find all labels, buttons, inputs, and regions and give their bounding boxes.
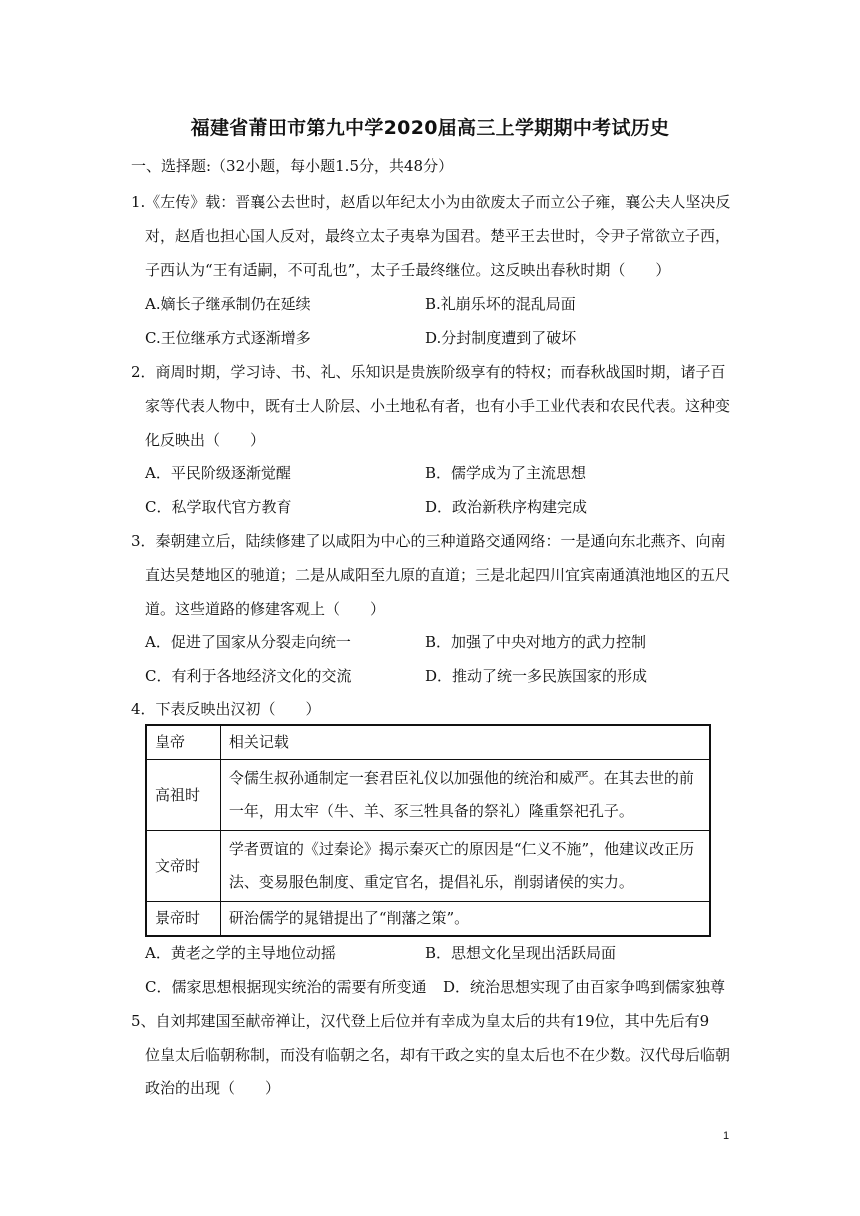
question-1-line-2: 对，赵盾也担心国人反对，最终立太子夷皋为国君。楚平王去世时，令尹子常欲立子西， — [145, 227, 731, 245]
table-row — [146, 902, 710, 937]
question-2-line-1: 2．商周时期，学习诗、书、礼、乐知识是贵族阶级享有的特权；而春秋战国时期，诸子百 — [131, 363, 726, 381]
exam-title: 福建省莆田市第九中学2020届高三上学期期中考试历史 — [190, 117, 670, 139]
question-2-option-c: C．私学取代官方教育 — [145, 498, 292, 516]
question-1-option-c: C.王位继承方式逐渐增多 — [145, 329, 311, 347]
table-header-record: 相关记载 — [220, 725, 710, 760]
question-1-option-a: A.嫡长子继承制仍在延续 — [145, 295, 311, 313]
question-5-line-3: 政治的出现（ ） — [145, 1079, 281, 1097]
section-heading: 一、选择题:（32小题，每小题1.5分，共48分） — [131, 157, 454, 175]
question-3-line-1: 3．秦朝建立后，陆续修建了以咸阳为中心的三种道路交通网络：一是通向东北燕齐、向南 — [131, 532, 726, 550]
question-1-option-b: B.礼崩乐坏的混乱局面 — [425, 295, 576, 313]
table-header-emperor: 皇帝 — [146, 725, 220, 760]
record-line: 学者贾谊的《过秦论》揭示秦灭亡的原因是“仁义不施”，他建议改正历 — [228, 840, 695, 858]
question-4-option-b: B．思想文化呈现出活跃局面 — [425, 944, 617, 962]
table-row — [146, 760, 710, 831]
question-4-option-c: C．儒家思想根据现实统治的需要有所变通 — [145, 978, 427, 996]
question-3-option-c: C．有利于各地经济文化的交流 — [145, 667, 352, 685]
table-cell-emperor: 文帝时 — [146, 831, 220, 902]
table-cell-record: 研治儒学的晁错提出了“削藩之策”。 — [220, 902, 710, 937]
table-row — [146, 831, 710, 902]
table-cell-emperor: 景帝时 — [146, 902, 220, 937]
table-cell-emperor: 高祖时 — [146, 760, 220, 831]
page-number: 1 — [723, 1130, 730, 1142]
record-line: 令儒生叔孙通制定一套君臣礼仪以加强他的统治和威严。在其去世的前 — [228, 769, 694, 787]
question-1-line-3: 子西认为“王有适嗣，不可乱也”，太子壬最终继位。这反映出春秋时期（ ） — [145, 261, 671, 279]
question-3-option-d: D．推动了统一多民族国家的形成 — [425, 667, 648, 685]
question-3-option-b: B．加强了中央对地方的武力控制 — [425, 633, 647, 651]
record-line: 一年，用太牢（牛、羊、豕三牲具备的祭礼）隆重祭祀孔子。 — [228, 802, 634, 820]
question-4-line-1: 4．下表反映出汉初（ ） — [131, 700, 321, 718]
question-5-line-2: 位皇太后临朝称制，而没有临朝之名，却有干政之实的皇太后也不在少数。汉代母后临朝 — [145, 1046, 731, 1064]
table-cell-record — [220, 831, 710, 902]
question-1-line-1: 1.《左传》载：晋襄公去世时，赵盾以年纪太小为由欲废太子而立公子雍，襄公夫人坚决反 — [131, 193, 731, 211]
question-2-option-a: A．平民阶级逐渐觉醒 — [145, 464, 291, 482]
question-4-table — [145, 724, 711, 937]
question-3-option-a: A．促进了国家从分裂走向统一 — [145, 633, 351, 651]
question-2-option-d: D．政治新秩序构建完成 — [425, 498, 588, 516]
question-3-line-3: 道。这些道路的修建客观上（ ） — [145, 600, 386, 618]
record-line: 法、变易服色制度、重定官名，提倡礼乐，削弱诸侯的实力。 — [228, 873, 634, 891]
question-5-line-1: 5、自刘邦建国至献帝禅让，汉代登上后位并有幸成为皇太后的共有19位，其中先后有9 — [131, 1012, 710, 1030]
table-cell-record — [220, 760, 710, 831]
table-header-row — [146, 725, 710, 760]
question-4-option-d: D．统治思想实现了由百家争鸣到儒家独尊 — [443, 978, 726, 996]
question-1-option-d: D.分封制度遭到了破坏 — [425, 329, 577, 347]
question-2-line-3: 化反映出（ ） — [145, 431, 266, 449]
question-2-line-2: 家等代表人物中，既有士人阶层、小土地私有者，也有小手工业代表和农民代表。这种变 — [145, 397, 731, 415]
question-4-option-a: A．黄老之学的主导地位动摇 — [145, 944, 336, 962]
question-2-option-b: B．儒学成为了主流思想 — [425, 464, 587, 482]
question-3-line-2: 直达吴楚地区的驰道；二是从咸阳至九原的直道；三是北起四川宜宾南通滇池地区的五尺 — [145, 566, 731, 584]
